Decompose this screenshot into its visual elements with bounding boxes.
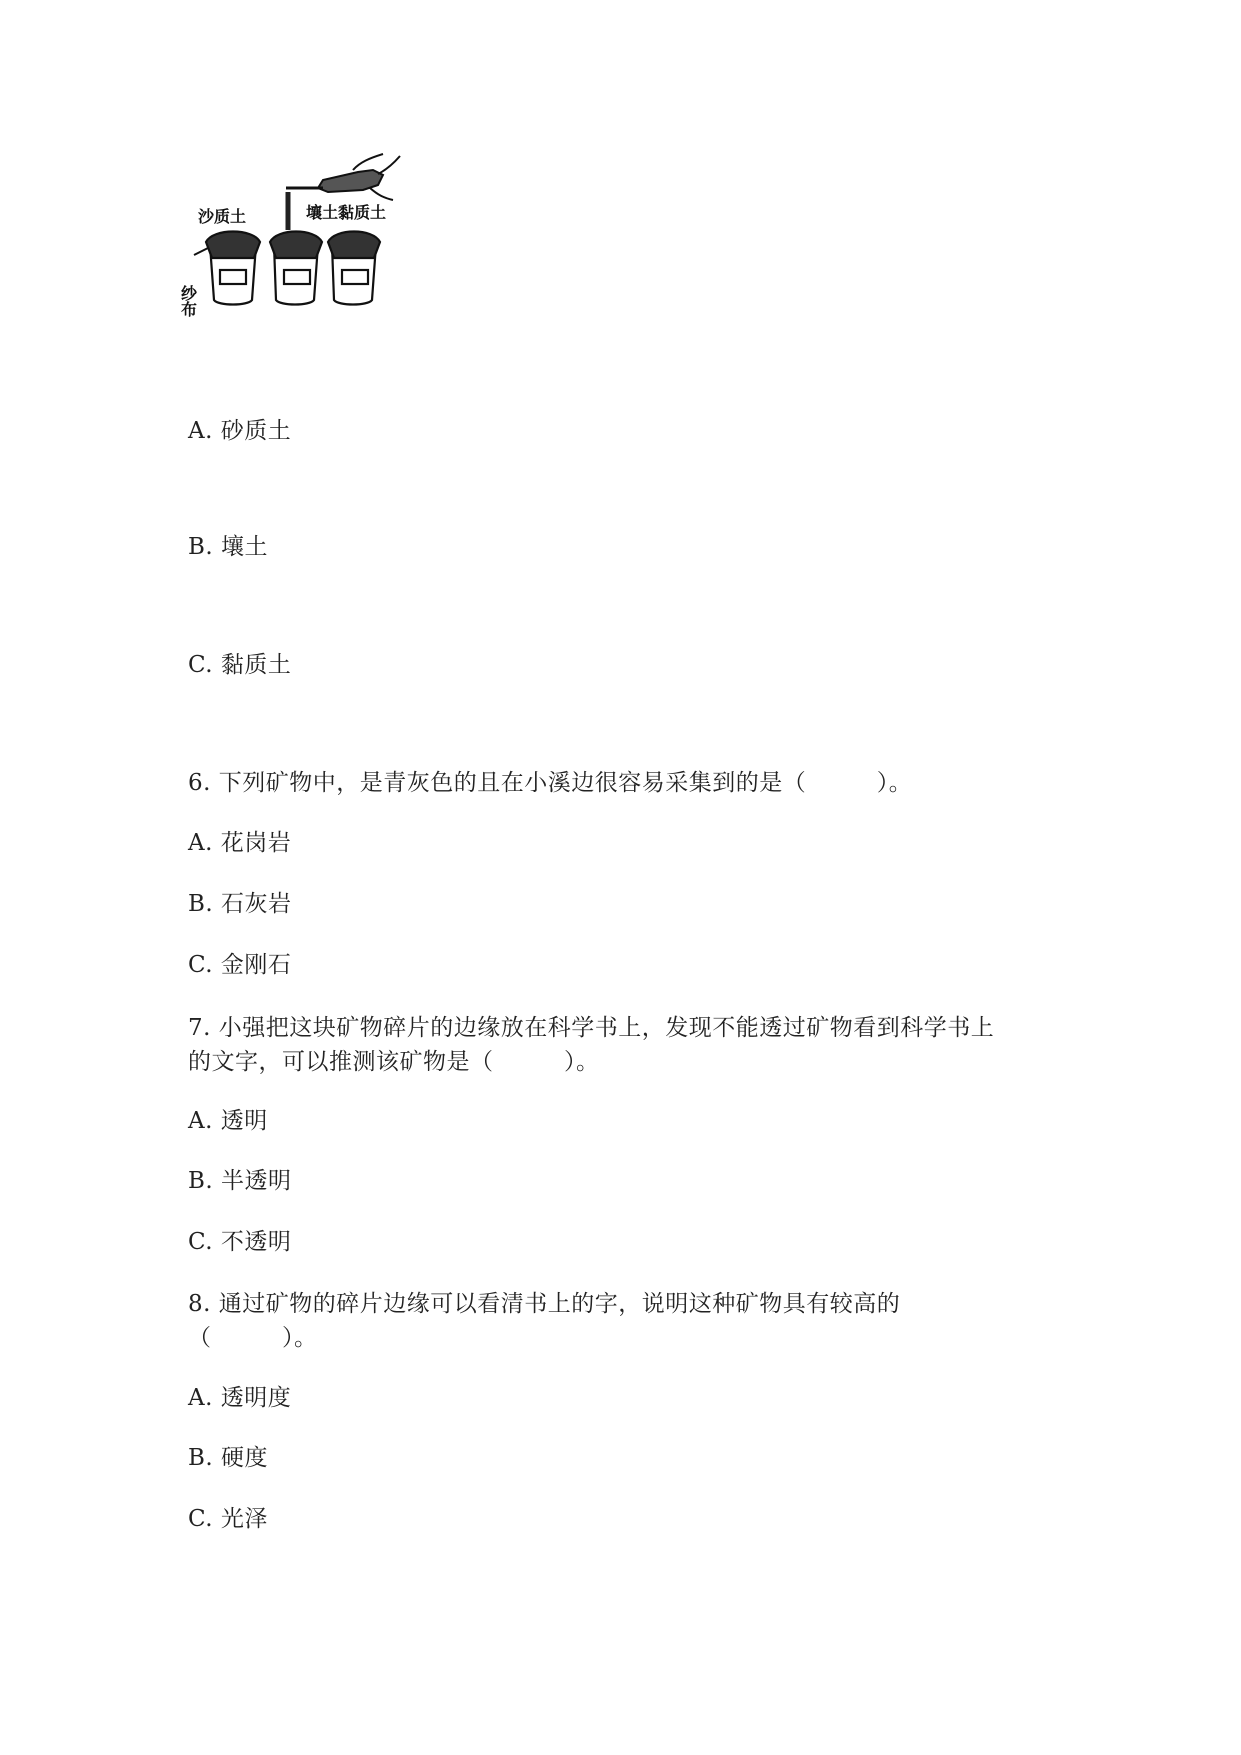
q7-option-a: A. 透明 [188,1108,268,1134]
q5-option-b: B. 壤土 [188,534,269,560]
label-gauze: 纱布 [178,285,198,317]
q5-option-c: C. 黏质土 [188,652,292,678]
q8-option-b: B. 硬度 [188,1445,269,1471]
q8-option-a: A. 透明度 [188,1385,292,1411]
label-sandy-soil: 沙质土 [198,207,247,226]
q6-stem: 6. 下列矿物中，是青灰色的且在小溪边很容易采集到的是（ ）。 [188,770,913,796]
q7-option-b: B. 半透明 [188,1168,292,1194]
q7-option-c: C. 不透明 [188,1229,292,1255]
label-loam: 壤土 [306,203,339,222]
soil-experiment-drawing [178,160,433,350]
q7-stem-line1: 7. 小强把这块矿物碎片的边缘放在科学书上，发现不能透过矿物看到科学书上 [188,1015,995,1041]
q8-option-c: C. 光泽 [188,1506,268,1532]
label-clay-soil: 黏质土 [338,203,387,222]
q6-option-b: B. 石灰岩 [188,891,292,917]
q6-option-c: C. 金刚石 [188,952,292,978]
q8-stem-line1: 8. 通过矿物的碎片边缘可以看清书上的字，说明这种矿物具有较高的 [188,1291,901,1317]
soil-filtration-figure [178,160,433,350]
q8-stem-line2: （ ）。 [188,1325,318,1351]
q6-option-a: A. 花岗岩 [188,830,292,856]
q7-stem-line2: 的文字，可以推测该矿物是（ ）。 [188,1049,600,1075]
q5-option-a: A. 砂质土 [188,418,292,444]
